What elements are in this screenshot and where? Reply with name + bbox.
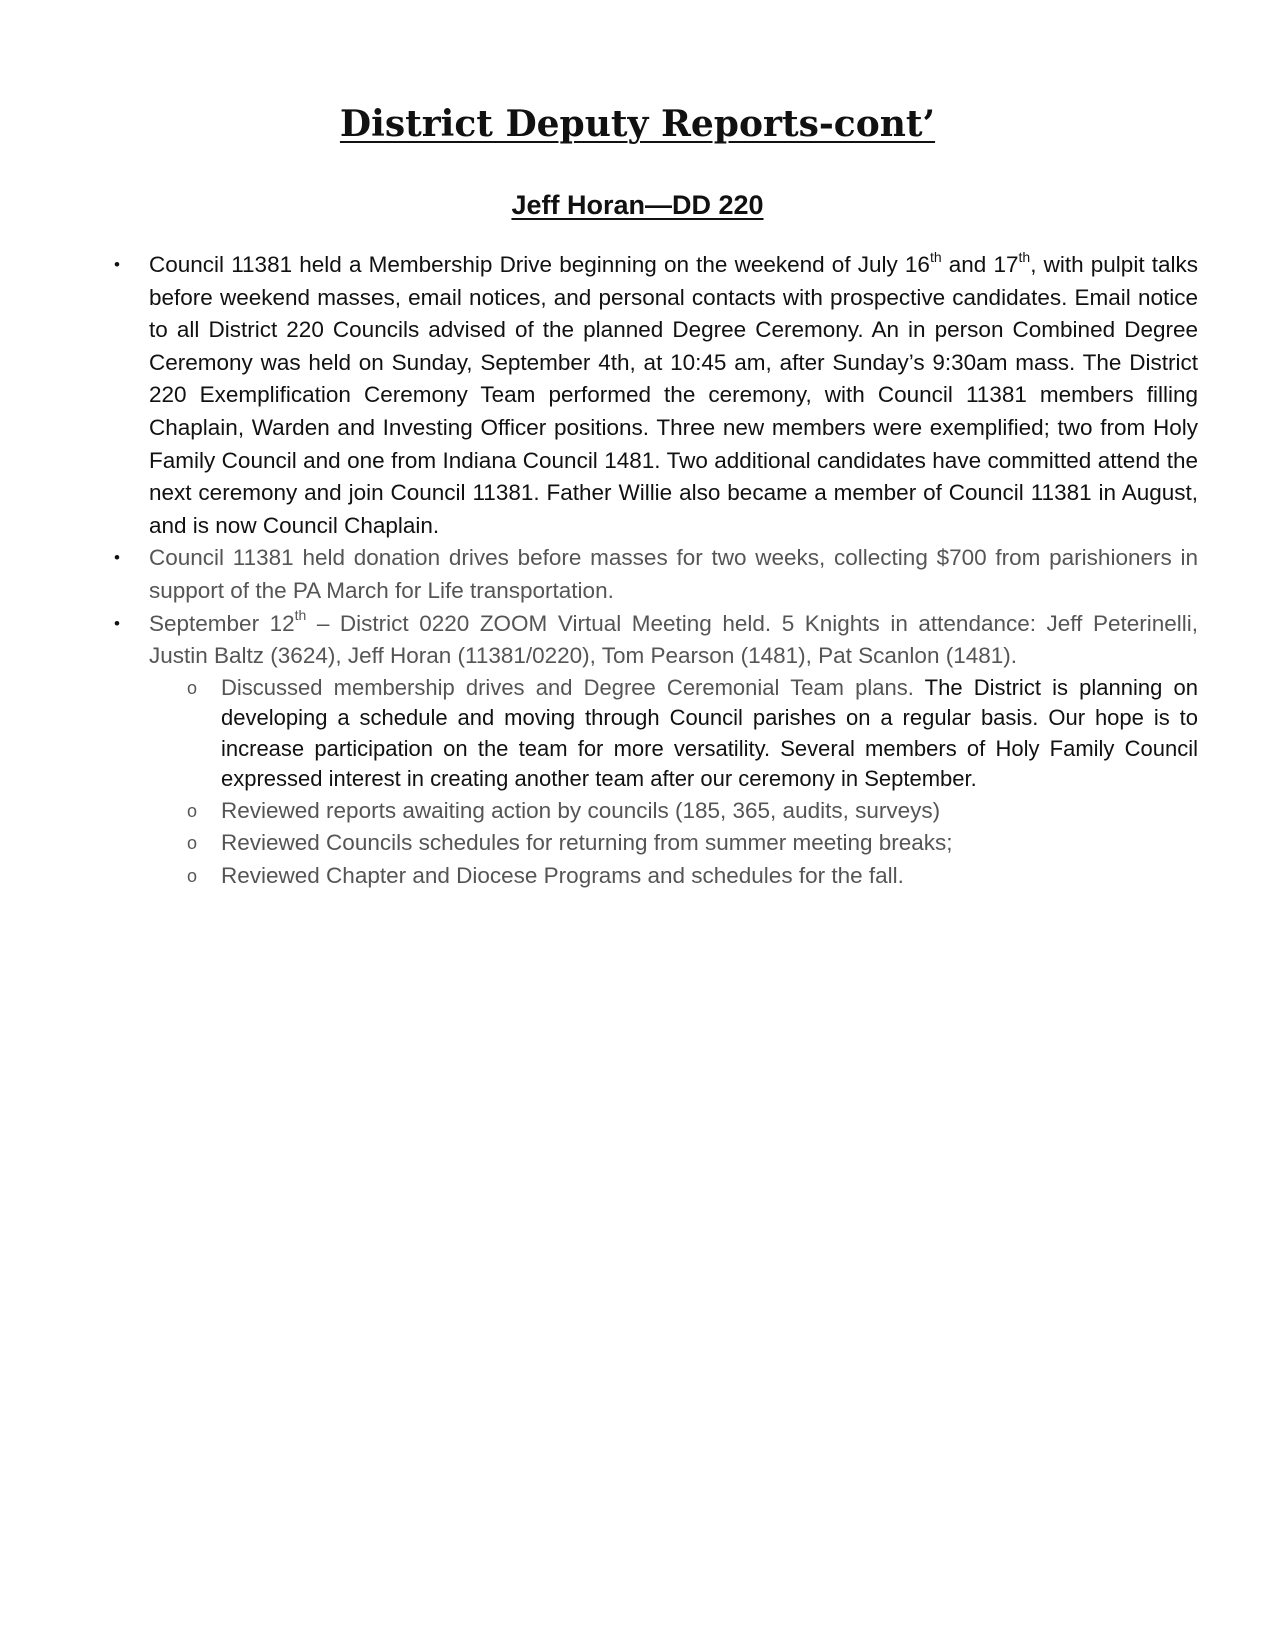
bullet-icon: • xyxy=(114,548,120,568)
section-heading: Jeff Horan—DD 220 xyxy=(511,190,764,220)
sub-list-item-text: Reviewed reports awaiting action by councils (185, 365, audits, surveys) xyxy=(221,797,941,823)
sub-list-item-text: Reviewed Councils schedules for returning from summer meeting breaks; xyxy=(221,830,953,856)
bullet-icon: • xyxy=(114,255,120,274)
list-item-text: September 12th – District 0220 ZOOM Virtual Meeting held. 5 Knights in attendance: Jeff Peterinelli, Justin Baltz (3624), Jeff Horan (11381/0220), Tom Pearson (1481), Pat Scanlon (1481). xyxy=(149,607,1198,669)
sub-list-item xyxy=(0,673,1275,795)
list-item-text: Council 11381 held donation drives before masses for two weeks, collecting $700 from parishioners in support of the PA March for Life transportation. xyxy=(149,545,1198,603)
list-item xyxy=(0,249,1275,542)
circle-bullet-icon: o xyxy=(187,865,198,886)
list-item xyxy=(0,542,1275,607)
list-item-text: Council 11381 held a Membership Drive beginning on the weekend of July 16th and 17th, with pulpit talks before weekend masses, email notices, and personal contacts with prospective candidates. Email notice to all District 220 Councils advised of the planned Degree Ceremony. An in person Combined Degree Ceremony was held on Sunday, September 4th, at 10:45 am, after Sunday’s 9:30am mass. The District 220 Exemplification Ceremony Team performed the ceremony, with Council 11381 members filling Chaplain, Warden and Investing Officer positions. Three new members were exemplified; two from Holy Family Council and one from Indiana Council 1481. Two additional candidates have committed attend the next ceremony and join Council 11381. Father Willie also became a member of Council 11381 in August, and is now Council Chaplain. xyxy=(149,248,1198,538)
report-body xyxy=(0,249,1275,892)
sub-list-item-text: Reviewed Chapter and Diocese Programs and schedules for the fall. xyxy=(221,862,904,888)
circle-bullet-icon: o xyxy=(187,677,198,698)
circle-bullet-icon: o xyxy=(187,833,198,854)
sub-list-item xyxy=(0,860,1275,893)
page-title: District Deputy Reports-cont’ xyxy=(339,103,936,145)
circle-bullet-icon: o xyxy=(187,800,198,821)
bullet-icon: • xyxy=(114,613,120,633)
sub-list-item-text: Discussed membership drives and Degree Ceremonial Team plans. The District is planning on developing a schedule and moving through Council parishes on a regular basis. Our hope is to increase participation on the team for more versatility. Several members of Holy Family Council expressed interest in creating another team after our ceremony in September. xyxy=(221,674,1198,792)
sub-list-item xyxy=(0,827,1275,860)
list-item xyxy=(0,608,1275,893)
sub-list-item xyxy=(0,795,1275,828)
